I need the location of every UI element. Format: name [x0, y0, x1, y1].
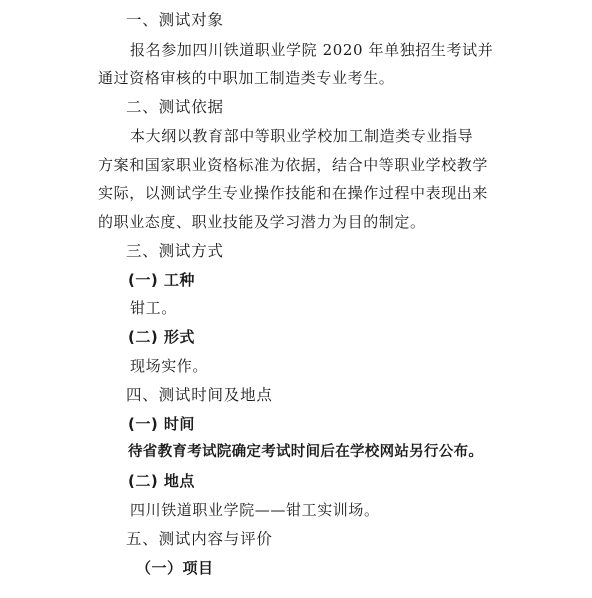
section-2-paragraph-line-4: 的职业态度、职业技能及学习潜力为目的制定。 [98, 213, 426, 231]
section-heading-1: 一、测试对象 [126, 11, 224, 29]
subsection-heading-time: (一) 时间 [128, 415, 195, 433]
section-1-paragraph-line-2: 通过资格审核的中职加工制造类专业考生。 [98, 69, 395, 87]
section-heading-5: 五、测试内容与评价 [126, 530, 273, 548]
time-text: 待省教育考试院确定考试时间后在学校网站另行公布。 [128, 444, 484, 460]
subsection-heading-format: (二) 形式 [128, 328, 195, 346]
subsection-heading-items: （一）项目 [136, 559, 214, 577]
section-heading-4: 四、测试时间及地点 [126, 386, 273, 404]
section-1-paragraph-line-1: 报名参加四川铁道职业学院 2020 年单独招生考试并 [130, 41, 494, 59]
location-text: 四川铁道职业学院——钳工实训场。 [130, 501, 380, 519]
format-text: 现场实作。 [130, 357, 209, 375]
subsection-heading-location: (二) 地点 [128, 472, 195, 490]
section-heading-2: 二、测试依据 [126, 98, 224, 116]
section-2-paragraph-line-2: 方案和国家职业资格标准为依据，结合中等职业学校教学 [98, 156, 489, 174]
section-heading-3: 三、测试方式 [126, 242, 224, 260]
work-type-text: 钳工。 [130, 299, 177, 317]
section-2-paragraph-line-3: 实际，以测试学生专业操作技能和在操作过程中表现出来 [98, 184, 489, 202]
section-2-paragraph-line-1: 本大纲以教育部中等职业学校加工制造类专业指导 [130, 127, 474, 145]
subsection-heading-work-type: (一) 工种 [128, 271, 195, 289]
